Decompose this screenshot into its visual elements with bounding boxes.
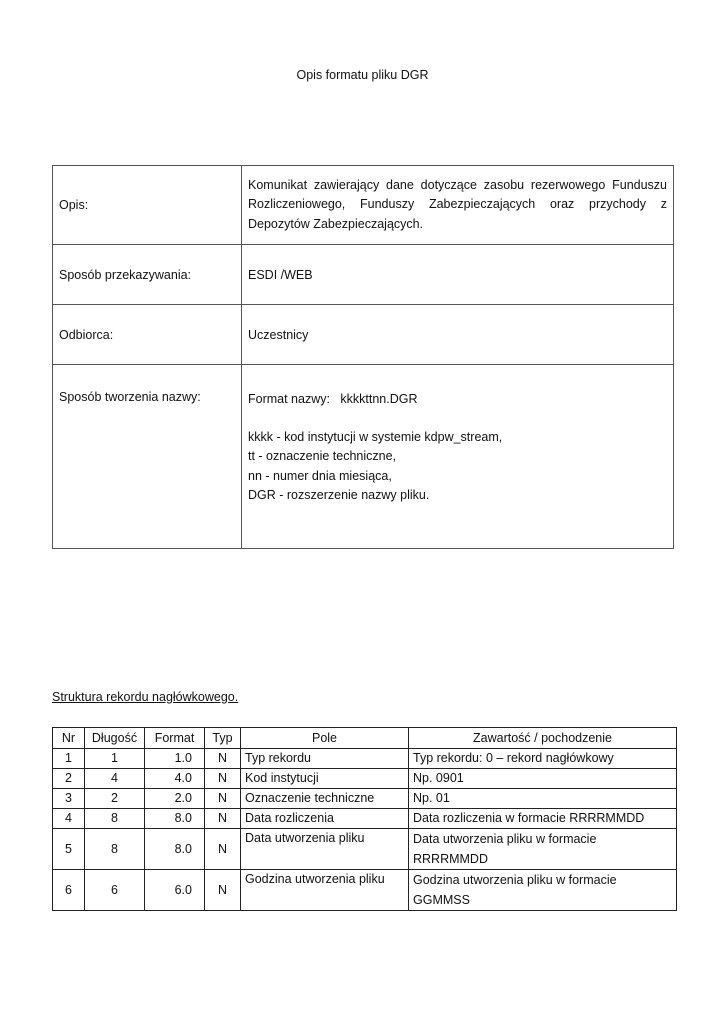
table-cell: 8 bbox=[85, 809, 145, 829]
table-cell: 1 bbox=[53, 749, 85, 769]
table-cell: Data rozliczenia w formacie RRRRMMDD bbox=[409, 809, 677, 829]
table-cell: 8.0 bbox=[145, 809, 205, 829]
table-cell: Data rozliczenia bbox=[241, 809, 409, 829]
table-cell: 4 bbox=[53, 809, 85, 829]
table-row bbox=[53, 809, 677, 829]
naming-line: nn - numer dnia miesiąca, bbox=[248, 468, 392, 483]
column-header: Nr bbox=[53, 728, 85, 749]
table-cell: N bbox=[205, 809, 241, 829]
column-header: Zawartość / pochodzenie bbox=[409, 728, 677, 749]
description-label: Opis: bbox=[53, 166, 242, 245]
table-cell: 8 bbox=[85, 829, 145, 870]
naming-label: Sposób tworzenia nazwy: bbox=[53, 365, 242, 549]
table-cell: 2.0 bbox=[145, 789, 205, 809]
description-row bbox=[53, 166, 674, 245]
naming-row bbox=[53, 365, 674, 549]
table-cell: 4.0 bbox=[145, 769, 205, 789]
table-row bbox=[53, 749, 677, 769]
naming-line: DGR - rozszerzenie nazwy pliku. bbox=[248, 488, 430, 502]
transfer-method-value: ESDI /WEB bbox=[242, 245, 674, 305]
file-description-table bbox=[52, 165, 674, 549]
column-header: Format bbox=[145, 728, 205, 749]
table-cell: Typ rekordu bbox=[241, 749, 409, 769]
recipient-row bbox=[53, 305, 674, 365]
header-record-table bbox=[52, 727, 677, 911]
table-cell: Godzina utworzenia pliku w formacie GGMMSS bbox=[409, 870, 677, 911]
table-cell: 1.0 bbox=[145, 749, 205, 769]
recipient-label: Odbiorca: bbox=[53, 305, 242, 365]
table-cell: Np. 01 bbox=[409, 789, 677, 809]
table-cell: Data utworzenia pliku bbox=[241, 829, 409, 870]
table-row bbox=[53, 829, 677, 870]
table-cell: 4 bbox=[85, 769, 145, 789]
table-cell: Typ rekordu: 0 – rekord nagłówkowy bbox=[409, 749, 677, 769]
transfer-method-label: Sposób przekazywania: bbox=[53, 245, 242, 305]
table-cell: 6 bbox=[53, 870, 85, 911]
table-cell: 3 bbox=[53, 789, 85, 809]
table-cell: 5 bbox=[53, 829, 85, 870]
naming-line: kkkk - kod instytucji w systemie kdpw_stream, bbox=[248, 429, 503, 444]
table-cell: Kod instytucji bbox=[241, 769, 409, 789]
table-cell: Oznaczenie techniczne bbox=[241, 789, 409, 809]
description-value: Komunikat zawierający dane dotyczące zasobu rezerwowego Funduszu Rozliczeniowego, Funduszy Zabezpieczających oraz przychody z Depozytów Zabezpieczających. bbox=[242, 166, 674, 245]
table-cell: 1 bbox=[85, 749, 145, 769]
table-row bbox=[53, 769, 677, 789]
table-cell: 2 bbox=[85, 789, 145, 809]
table-cell: Data utworzenia pliku w formacie RRRRMMDD bbox=[409, 829, 677, 870]
table-cell: Godzina utworzenia pliku bbox=[241, 870, 409, 911]
table-header-row bbox=[53, 728, 677, 749]
table-cell: Np. 0901 bbox=[409, 769, 677, 789]
table-row bbox=[53, 870, 677, 911]
table-cell: 2 bbox=[53, 769, 85, 789]
table-cell: 6.0 bbox=[145, 870, 205, 911]
naming-format: Format nazwy: kkkkttnn.DGR bbox=[248, 392, 418, 406]
transfer-method-row bbox=[53, 245, 674, 305]
table-cell: 6 bbox=[85, 870, 145, 911]
page-title: Opis formatu pliku DGR bbox=[296, 68, 429, 82]
column-header: Długość bbox=[85, 728, 145, 749]
table-cell: N bbox=[205, 829, 241, 870]
record-structure-title: Struktura rekordu nagłówkowego. bbox=[52, 690, 239, 704]
naming-line: tt - oznaczenie techniczne, bbox=[248, 449, 396, 463]
recipient-value: Uczestnicy bbox=[242, 305, 674, 365]
column-header: Pole bbox=[241, 728, 409, 749]
naming-value bbox=[242, 365, 674, 549]
table-cell: N bbox=[205, 769, 241, 789]
table-cell: 8.0 bbox=[145, 829, 205, 870]
table-row bbox=[53, 789, 677, 809]
table-cell: N bbox=[205, 789, 241, 809]
table-cell: N bbox=[205, 870, 241, 911]
column-header: Typ bbox=[205, 728, 241, 749]
table-cell: N bbox=[205, 749, 241, 769]
